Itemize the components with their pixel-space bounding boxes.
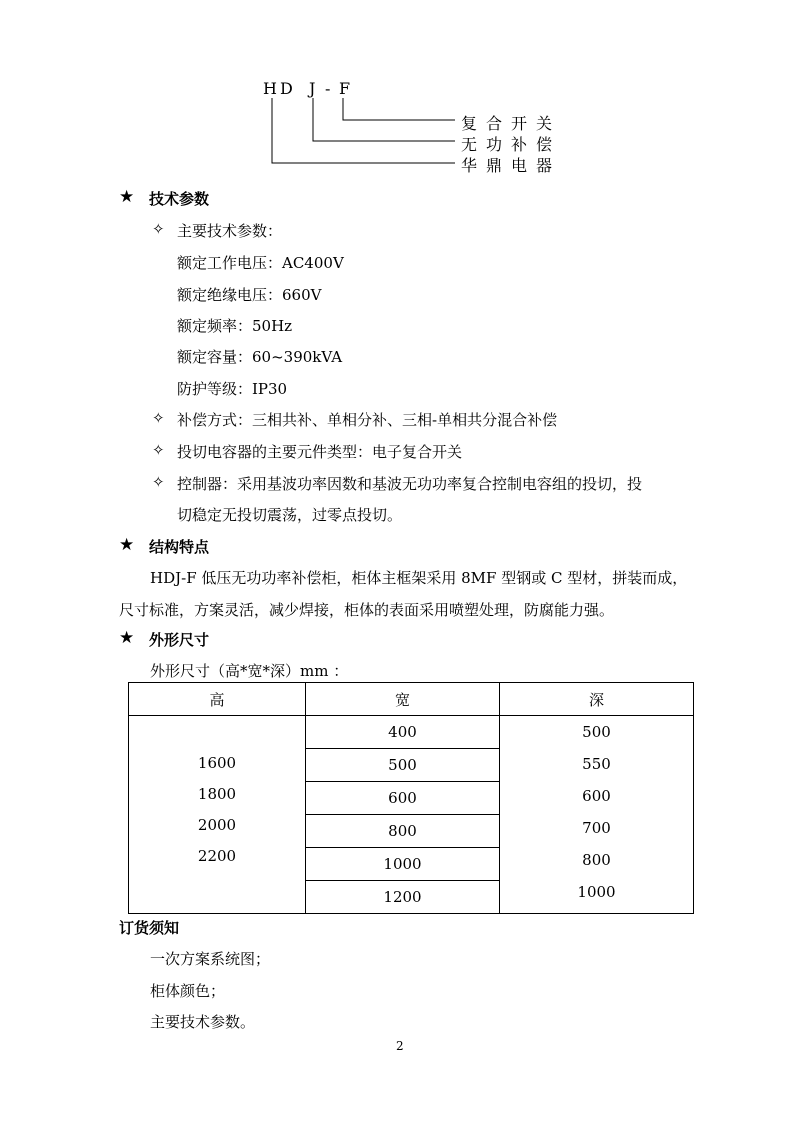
star-bullet-icon: ★ — [119, 535, 135, 555]
param-frequency: 额定频率：50Hz — [177, 317, 293, 335]
legend-composite-switch: 复合开关 — [461, 114, 562, 133]
model-code-f: F — [339, 79, 351, 98]
diamond-bullet-icon: ✧ — [152, 473, 165, 491]
diamond-bullet-icon: ✧ — [152, 441, 165, 459]
header-depth: 深 — [500, 683, 694, 716]
height-value: 1600 — [197, 754, 237, 772]
model-code-connector-lines — [0, 0, 800, 180]
structure-line-2: 尺寸标准，方案灵活，减少焊接，柜体的表面采用喷塑处理，防腐能力强。 — [119, 601, 615, 619]
depth-value: 800 — [582, 851, 611, 869]
section-title-dimensions: 外形尺寸 — [149, 631, 210, 649]
star-bullet-icon: ★ — [119, 628, 135, 648]
param-rated-voltage: 额定工作电压：AC400V — [177, 254, 344, 272]
controller-line-1: 控制器：采用基波功率因数和基波无功功率复合控制电容组的投切，投 — [177, 475, 643, 493]
depth-value: 600 — [582, 787, 611, 805]
main-params-label: 主要技术参数： — [177, 222, 283, 240]
param-capacity: 额定容量：60~390kVA — [177, 348, 343, 366]
width-value: 500 — [306, 749, 499, 782]
star-bullet-icon: ★ — [119, 187, 135, 207]
table-header-row — [129, 683, 694, 716]
order-item: 柜体颜色； — [150, 982, 226, 1000]
legend-brand: 华鼎电器 — [461, 156, 562, 175]
order-item: 主要技术参数。 — [150, 1013, 256, 1031]
compensation-mode: 补偿方式：三相共补、单相分补、三相-单相共分混合补偿 — [177, 411, 558, 429]
param-protection: 防护等级：IP30 — [177, 380, 288, 398]
height-value: 1800 — [197, 785, 237, 803]
dimensions-caption: 外形尺寸（高*宽*深）mm ： — [150, 662, 349, 680]
switch-type: 投切电容器的主要元件类型：电子复合开关 — [177, 443, 463, 461]
height-value: 2000 — [197, 816, 237, 834]
section-title-tech: 技术参数 — [149, 190, 210, 208]
width-cell — [306, 716, 500, 914]
depth-value: 500 — [582, 723, 611, 741]
width-value: 800 — [306, 815, 499, 848]
page-number: 2 — [396, 1039, 404, 1053]
legend-reactive-compensation: 无功补偿 — [461, 135, 562, 154]
section-title-order: 订货须知 — [119, 919, 180, 937]
header-height: 高 — [129, 683, 306, 716]
height-value: 2200 — [197, 847, 237, 865]
model-code-j: J — [309, 79, 316, 98]
height-cell — [129, 716, 306, 914]
depth-value: 700 — [582, 819, 611, 837]
depth-value: 1000 — [577, 883, 616, 901]
dimensions-table — [128, 682, 694, 914]
header-width: 宽 — [306, 683, 500, 716]
model-code-h: H — [263, 79, 277, 98]
width-value: 400 — [306, 716, 499, 749]
depth-cell — [500, 716, 694, 914]
model-code-dash: - — [325, 79, 331, 98]
depth-value: 550 — [582, 755, 611, 773]
width-value: 600 — [306, 782, 499, 815]
diamond-bullet-icon: ✧ — [152, 220, 165, 238]
diamond-bullet-icon: ✧ — [152, 409, 165, 427]
section-title-structure: 结构特点 — [149, 538, 210, 556]
controller-line-2: 切稳定无投切震荡，过零点投切。 — [177, 506, 403, 524]
structure-line-1: HDJ-F 低压无功功率补偿柜，柜体主框架采用 8MF 型钢或 C 型材，拼装而成， — [150, 569, 688, 587]
table-body-row — [129, 716, 694, 914]
order-item: 一次方案系统图； — [150, 950, 271, 968]
param-insulation-voltage: 额定绝缘电压：660V — [177, 286, 322, 304]
width-value: 1200 — [383, 888, 422, 906]
width-value: 1000 — [306, 848, 499, 881]
model-code-d: D — [280, 79, 293, 98]
